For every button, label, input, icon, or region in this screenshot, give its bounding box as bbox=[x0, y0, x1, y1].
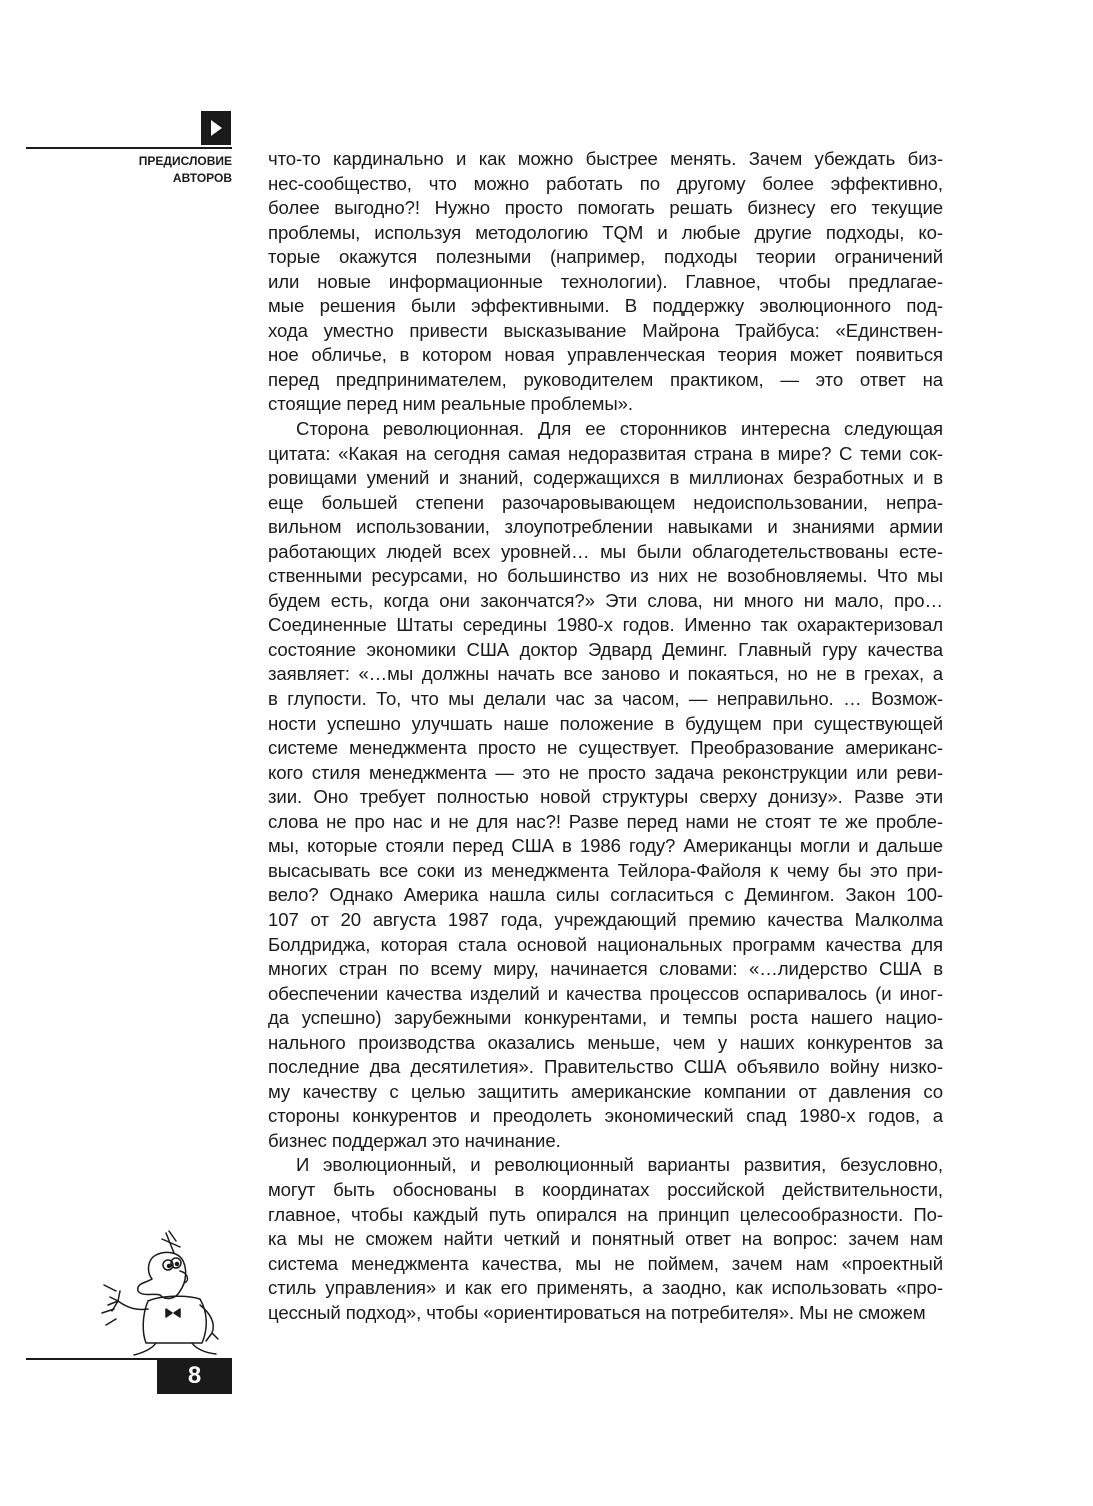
text-line: стоящие перед ним реальные проблемы». bbox=[268, 393, 633, 415]
text-line: ности успешно улучшать наше положение в будущем при существующей bbox=[268, 712, 943, 734]
text-line: цитата: «Какая на сегодня самая недоразвитая страна в мире? С теми сок- bbox=[268, 442, 943, 464]
text-line: многих стран по всему миру, начинается словами: «…лидерство США в bbox=[268, 958, 943, 980]
text-line: состояние экономики США доктор Эдвард Деминг. Главный гуру качества bbox=[268, 638, 943, 660]
text-line: торые окажутся полезными (например, подходы теории ограничений bbox=[268, 246, 943, 268]
text-line: Сторона революционная. Для ее сторонников интересна следующая bbox=[296, 418, 943, 440]
text-line: да успешно) зарубежными конкурентами, и темпы роста нашего нацио- bbox=[268, 1007, 943, 1029]
text-line: стороны конкурентов и преодолеть экономический спад 1980-х годов, а bbox=[268, 1105, 943, 1127]
text-line: проблемы, используя методологию TQM и любые другие подходы, ко- bbox=[268, 221, 943, 243]
text-line: высасывать все соки из менеджмента Тейлора-Файоля к чему бы это при- bbox=[268, 859, 943, 881]
chapter-marker-icon bbox=[201, 111, 231, 145]
text-line: последние два десятилетия». Правительство США объявило войну низко- bbox=[268, 1056, 943, 1078]
text-line: перед предпринимателем, руководителем практиком, — это ответ на bbox=[268, 368, 943, 390]
section-title-line1: ПРЕДИСЛОВИЕ bbox=[138, 154, 232, 168]
text-line: вело? Однако Америка нашла силы согласиться с Демингом. Закон 100- bbox=[268, 884, 943, 906]
text-line: ственными ресурсами, но большинство из них не возобновляемы. Что мы bbox=[268, 565, 943, 587]
text-line: зии. Оно требует полностью новой структуры сверху донизу». Разве эти bbox=[268, 786, 943, 808]
text-line: ка мы не сможем найти четкий и понятный ответ на вопрос: зачем нам bbox=[268, 1228, 943, 1250]
paragraph bbox=[268, 147, 943, 417]
text-line: будем есть, когда они закончатся?» Эти слова, ни много ни мало, про… bbox=[268, 589, 943, 611]
text-line: главное, чтобы каждый путь опирался на принцип целесообразности. По- bbox=[268, 1203, 943, 1225]
text-line: что-то кардинально и как можно быстрее менять. Зачем убеждать биз- bbox=[268, 148, 943, 169]
body-text bbox=[268, 147, 943, 1325]
text-line: системе менеджмента просто не существует. Преобразование американс- bbox=[268, 737, 943, 759]
text-line: стиль управления» и как его применять, а заодно, как использовать «про- bbox=[268, 1277, 943, 1299]
text-line: ное обличье, в котором новая управленческая теория может появиться bbox=[268, 344, 943, 366]
text-line: мые решения были эффективными. В поддержку эволюционного под- bbox=[268, 295, 943, 317]
cartoon-character-illustration bbox=[96, 1225, 236, 1360]
header-rule bbox=[26, 147, 232, 149]
text-line: в глупости. То, что мы делали час за часом, — неправильно. … Возмож- bbox=[268, 688, 943, 710]
text-line: цессный подход», чтобы «ориентироваться на потребителя». Мы не сможем bbox=[268, 1301, 926, 1323]
text-line: более выгодно?! Нужно просто помогать решать бизнесу его текущие bbox=[268, 197, 943, 219]
paragraph bbox=[268, 1153, 943, 1325]
text-line: мы, которые стояли перед США в 1986 году? Американцы могли и дальше bbox=[268, 835, 943, 857]
text-line: работающих людей всех уровней… мы были облагодетельствованы есте- bbox=[268, 540, 943, 562]
text-line: му качеству с целью защитить американские компании от давления со bbox=[268, 1080, 943, 1102]
text-line: 107 от 20 августа 1987 года, учреждающий премию качества Малколма bbox=[268, 908, 943, 930]
text-line: еще большей степени разочаровывающем недоиспользовании, непра- bbox=[268, 491, 943, 513]
text-line: И эволюционный, и революционный варианты развития, безусловно, bbox=[296, 1154, 943, 1176]
text-line: или новые информационные технологии). Главное, чтобы предлагае- bbox=[268, 270, 943, 292]
section-title bbox=[100, 153, 232, 187]
text-line: кого стиля менеджмента — это не просто задача реконструкции или реви- bbox=[268, 761, 943, 783]
text-line: обеспечении качества изделий и качества процессов оспаривалось (и иног- bbox=[268, 982, 943, 1004]
text-line: система менеджмента качества, мы не поймем, зачем нам «проектный bbox=[268, 1252, 943, 1274]
text-line: Соединенные Штаты середины 1980-х годов. Именно так охарактеризовал bbox=[268, 614, 943, 636]
text-line: слова не про нас и не для нас?! Разве перед нами не стоят те же пробле- bbox=[268, 810, 943, 832]
text-line: ровищами умений и знаний, содержащихся в миллионах безработных и в bbox=[268, 467, 943, 489]
text-line: нального производства оказались меньше, чем у наших конкурентов за bbox=[268, 1031, 943, 1053]
text-line: нес-сообщество, что можно работать по другому более эффективно, bbox=[268, 172, 943, 194]
text-line: Болдриджа, которая стала основой национальных программ качества для bbox=[268, 933, 943, 955]
text-line: бизнес поддержал это начинание. bbox=[268, 1129, 561, 1151]
paragraph bbox=[268, 417, 943, 1153]
text-line: вильном использовании, злоупотреблении навыками и знаниями армии bbox=[268, 516, 943, 538]
page-number: 8 bbox=[157, 1358, 232, 1394]
text-line: хода уместно привести высказывание Майрона Трайбуса: «Единствен- bbox=[268, 319, 943, 341]
text-line: могут быть обоснованы в координатах российской действительности, bbox=[268, 1178, 943, 1200]
text-line: заявляет: «…мы должны начать все заново и покаяться, но не в грехах, а bbox=[268, 663, 943, 685]
section-title-line2: АВТОРОВ bbox=[172, 171, 232, 185]
